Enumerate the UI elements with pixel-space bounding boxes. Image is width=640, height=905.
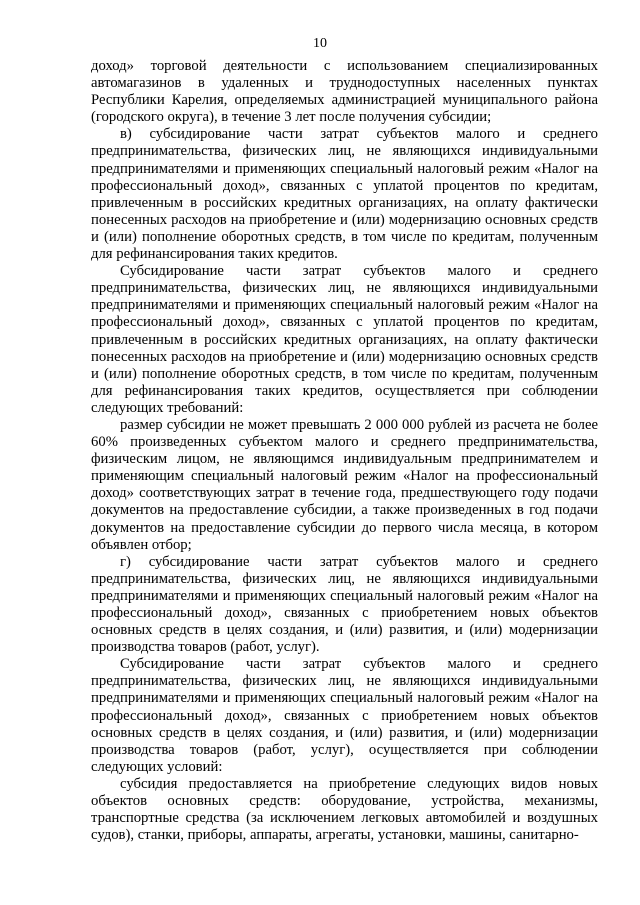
paragraph: Субсидирование части затрат субъектов малого и среднего предпринимательства, физических лиц, не являющихся индивидуальными предпринимателями и применяющих специальный налоговый режим «Налог на профессиональный доход», связанных с приобретением новых объектов основных средств в целях создания, и (или) развития, и (или) модернизации производства товаров (работ, услуг), осуществляется при соблюдении следующих условий:: [91, 656, 598, 775]
paragraph: субсидия предоставляется на приобретение следующих видов новых объектов основных средств: оборудование, устройства, механизмы, транспортные средства (за исключением легковых автомобилей и воздушных судов), станки, приборы, аппараты, агрегаты, установки, машины, санитарно-: [91, 775, 598, 844]
paragraph: г) субсидирование части затрат субъектов малого и среднего предпринимательства, физических лиц, не являющихся индивидуальными предпринимателями и применяющих специальный налоговый режим «Налог на профессиональный доход», связанных с приобретением новых объектов основных средств в целях создания, и (или) развития, и (или) модернизации производства товаров (работ, услуг).: [91, 553, 598, 656]
document-body: [91, 58, 598, 844]
paragraph: в) субсидирование части затрат субъектов малого и среднего предпринимательства, физических лиц, не являющихся индивидуальными предпринимателями и применяющих специальный налоговый режим «Налог на профессиональный доход», связанных с уплатой процентов по кредитам, привлеченным в российских кредитных организациях, на оплату фактически понесенных расходов на приобретение и (или) модернизацию основных средств и (или) пополнение оборотных средств, в том числе по кредитам, полученным для рефинансирования таких кредитов.: [91, 126, 598, 263]
paragraph: Субсидирование части затрат субъектов малого и среднего предпринимательства, физических лиц, не являющихся индивидуальными предпринимателями и применяющих специальный налоговый режим «Налог на профессиональный доход», связанных с уплатой процентов по кредитам, привлеченным в российских кредитных организациях, на оплату фактически понесенных расходов на приобретение и (или) модернизацию основных средств и (или) пополнение оборотных средств, в том числе по кредитам, полученным для рефинансирования таких кредитов, осуществляется при соблюдении следующих требований:: [91, 263, 598, 416]
paragraph: доход» торговой деятельности с использованием специализированных автомагазинов в удаленных и труднодоступных населенных пунктах Республики Карелия, определяемых администрацией муниципального района (городского округа), в течение 3 лет после получения субсидии;: [91, 58, 598, 126]
paragraph: размер субсидии не может превышать 2 000 000 рублей из расчета не более 60% произведенных субъектом малого и среднего предпринимательства, физическим лицом, не являющимся индивидуальным предпринимателем и применяющим специальный налоговый режим «Налог на профессиональный доход» соответствующих затрат в течение года, предшествующего году подачи документов на предоставление субсидии, а также произведенных в год подачи документов на предоставление субсидии до первого числа месяца, в котором объявлен отбор;: [91, 416, 598, 553]
page-number: 10: [313, 36, 327, 51]
